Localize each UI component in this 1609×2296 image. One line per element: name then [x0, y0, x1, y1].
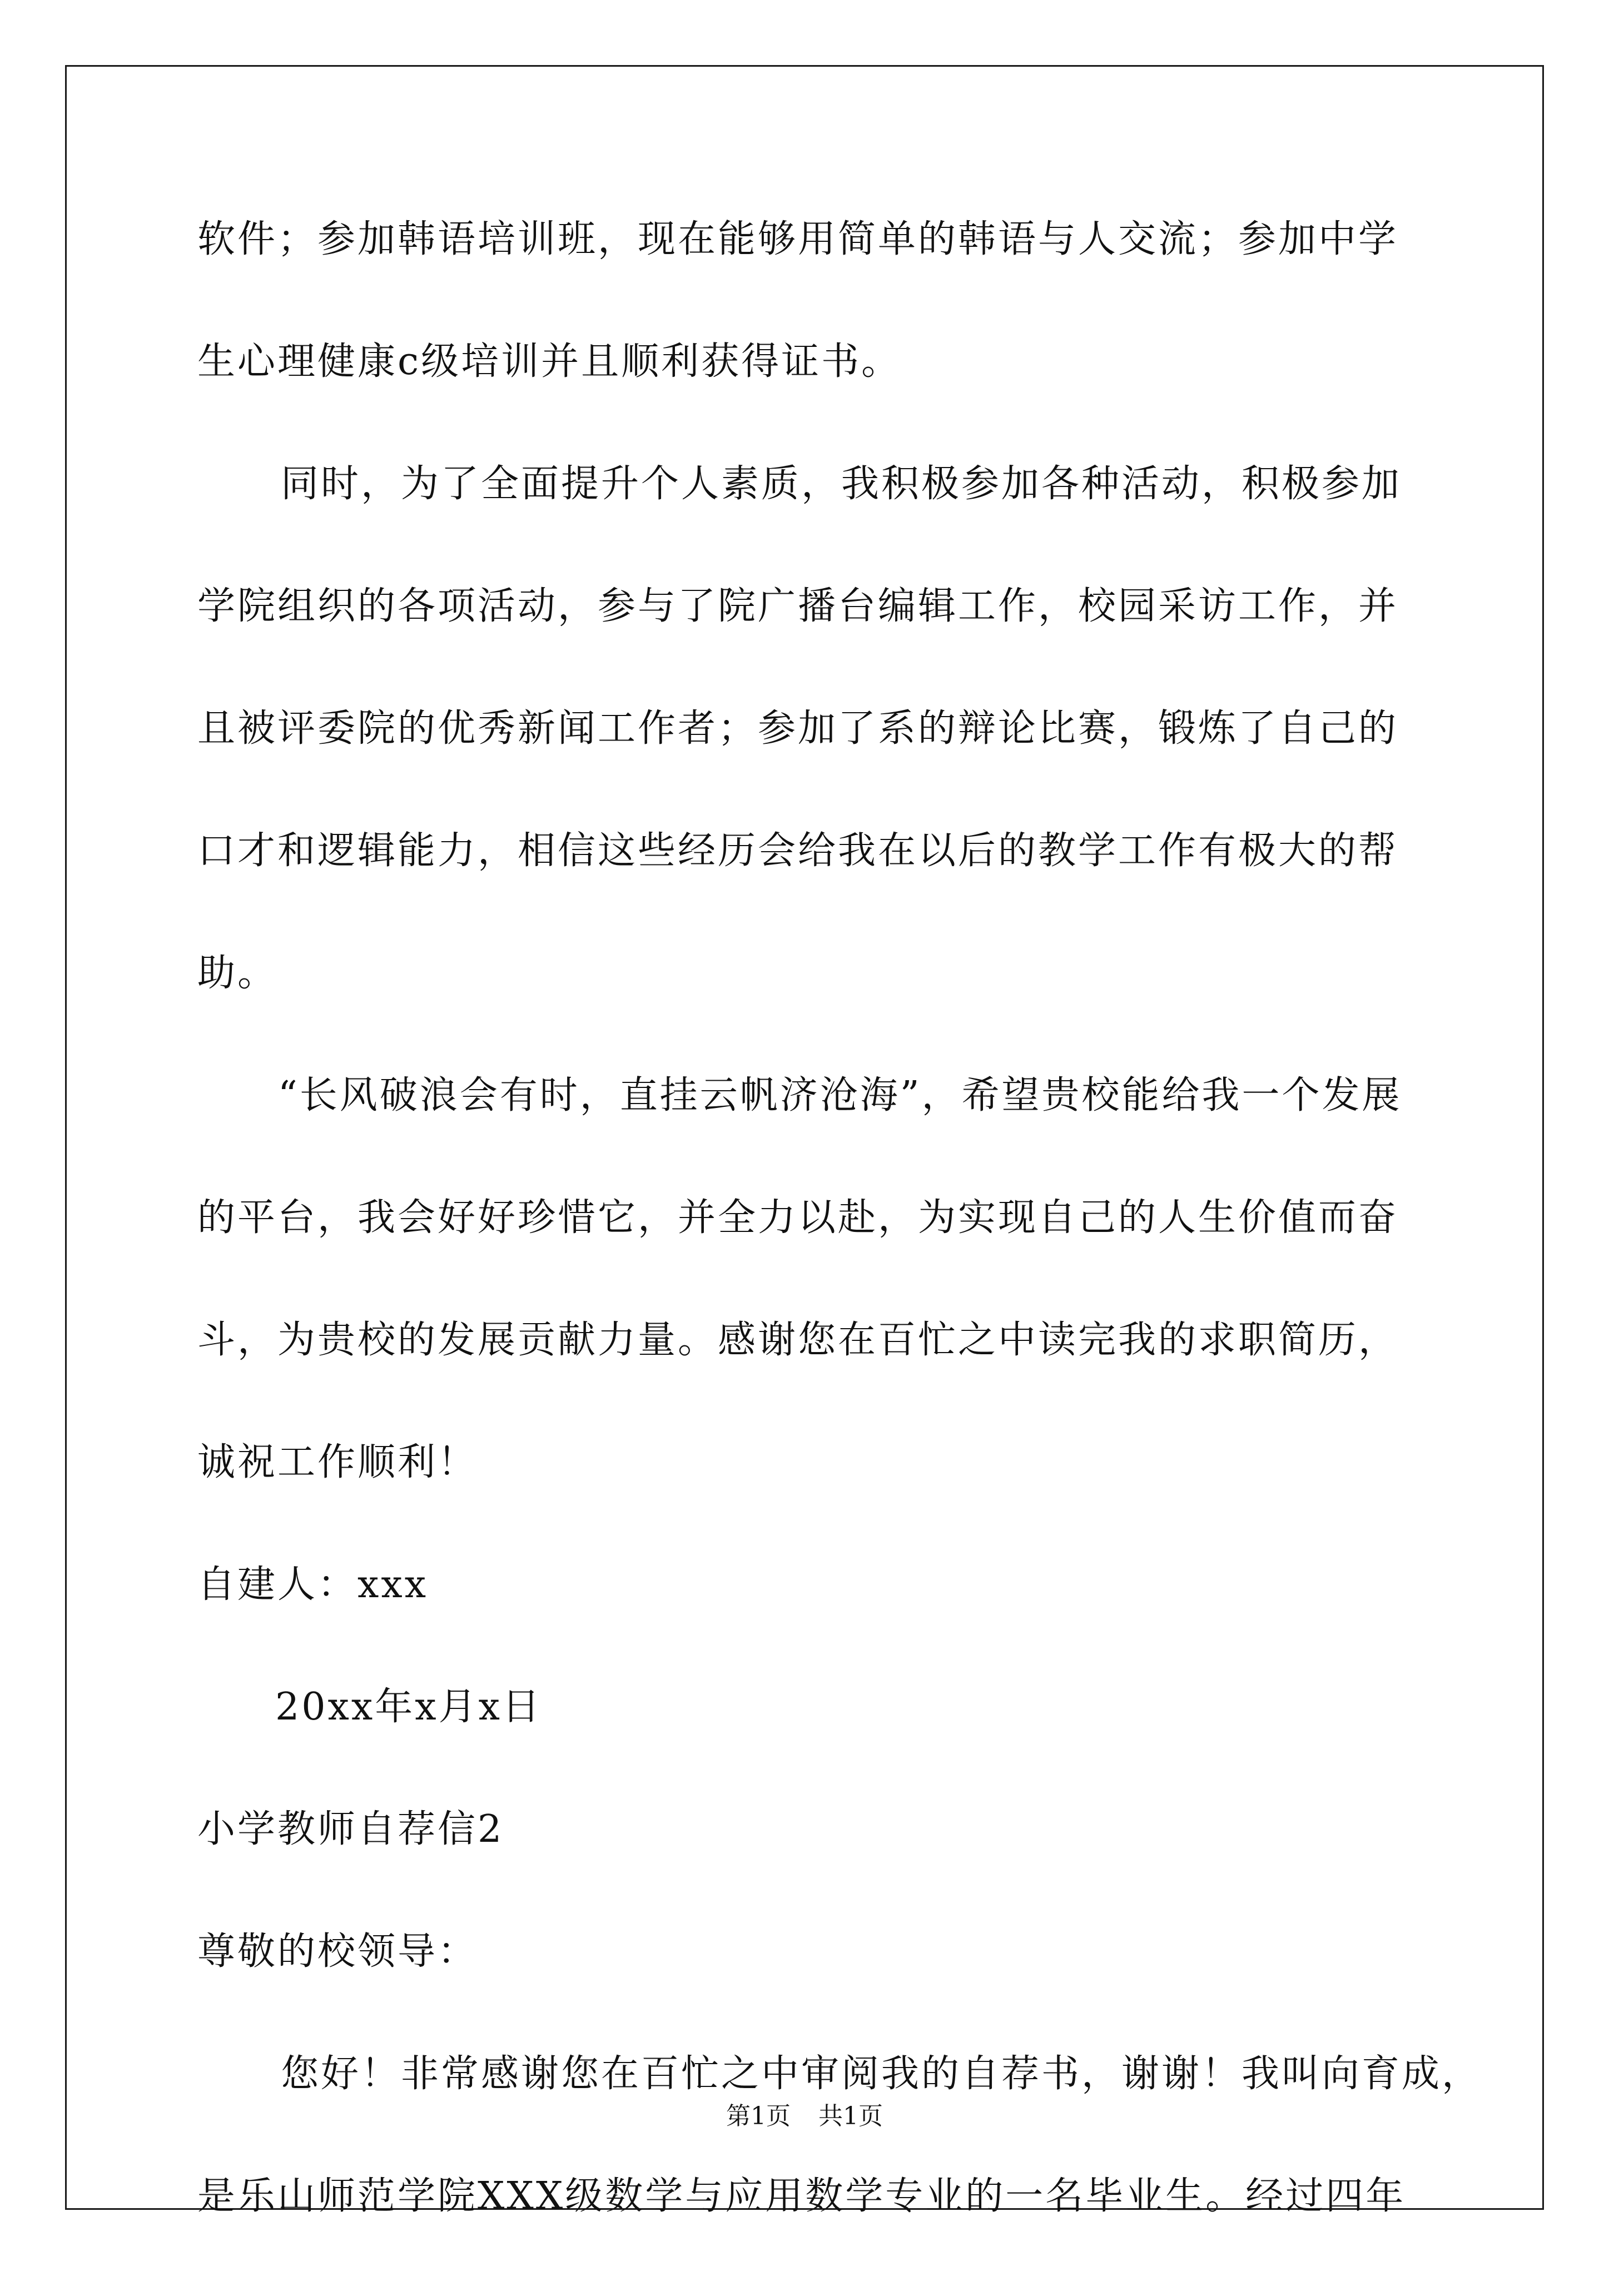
signature-author: 自建人：xxx — [197, 1563, 429, 1607]
page-footer — [0, 2101, 1609, 2131]
body-line: 软件；参加韩语培训班，现在能够用简单的韩语与人交流；参加中学 — [197, 217, 1399, 261]
body-line: 口才和逻辑能力，相信这些经历会给我在以后的教学工作有极大的帮 — [197, 829, 1399, 873]
page-count: 共1页 — [818, 2102, 883, 2130]
body-line: 学院组织的各项活动，参与了院广播台编辑工作，校园采访工作，并 — [197, 584, 1399, 628]
page-number: 第1页 — [726, 2102, 791, 2130]
body-line: 的平台，我会好好珍惜它，并全力以赴，为实现自己的人生价值而奋 — [197, 1196, 1399, 1240]
salutation: 尊敬的校领导： — [197, 1930, 478, 1974]
body-line: 斗，为贵校的发展贡献力量。感谢您在百忙之中读完我的求职简历， — [197, 1318, 1399, 1362]
body-line: 生心理健康c级培训并且顺利获得证书。 — [197, 340, 902, 384]
document-body — [197, 217, 1482, 2296]
paragraph-start: 您好！非常感谢您在百忙之中审阅我的自荐书，谢谢！我叫向育成， — [281, 2052, 1482, 2096]
signature-date: 20xx年x月x日 — [275, 1685, 542, 1729]
body-line: 且被评委院的优秀新闻工作者；参加了系的辩论比赛，锻炼了自己的 — [197, 707, 1399, 751]
body-line: 是乐山师范学院XXX级数学与应用数学专业的一名毕业生。经过四年 — [197, 2174, 1406, 2218]
paragraph-start: “长风破浪会有时，直挂云帆济沧海”，希望贵校能给我一个发展 — [278, 1074, 1402, 1117]
section-title: 小学教师自荐信2 — [197, 1807, 504, 1851]
paragraph-start: 同时，为了全面提升个人素质，我积极参加各种活动，积极参加 — [281, 462, 1402, 506]
body-line: 助。 — [197, 951, 278, 995]
body-line: 诚祝工作顺利！ — [197, 1440, 478, 1484]
